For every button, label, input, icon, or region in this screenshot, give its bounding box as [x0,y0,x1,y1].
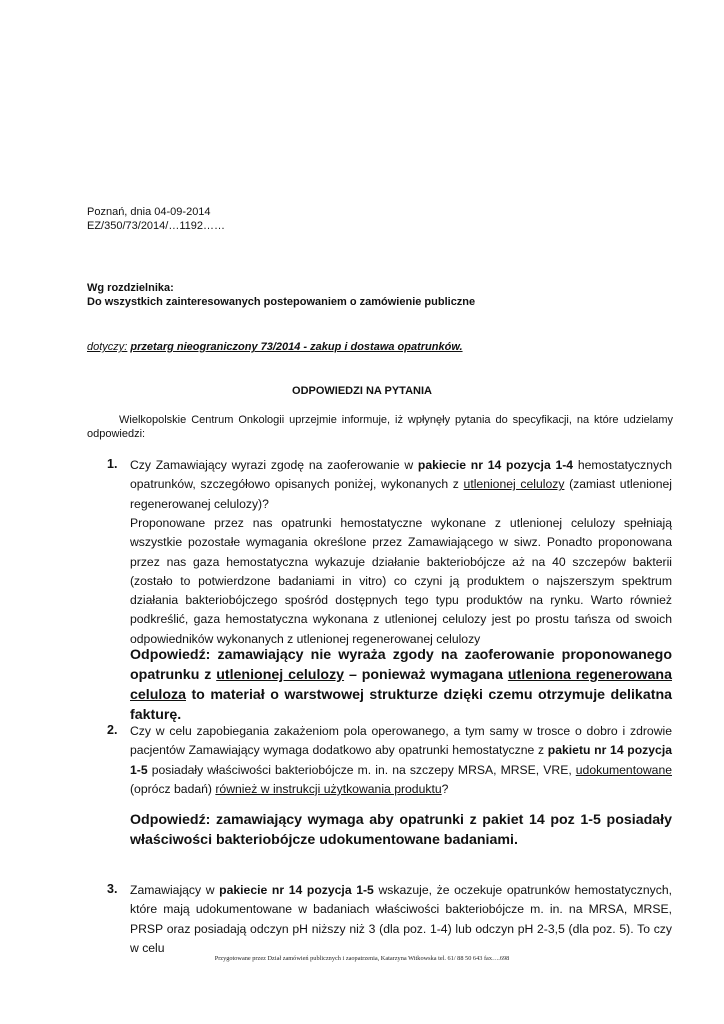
item-1-answer-text-3: to materiał o warstwowej strukturze dzięki czemu otrzymuje delikatna fakturę. [130,687,672,723]
item-2-instructions-ref: również w instrukcji użytkowania produktu [215,781,442,796]
item-2-package-ref: pakietu nr 14 pozycja 1-5 [130,743,672,777]
item-2-number: 2. [107,723,118,737]
item-2-question [130,722,672,799]
item-1-answer-required-material: utleniona regenerowana celuloza [130,667,672,703]
item-1-question-text-2: hemostatycznych opatrunków, szczegółowo opisanych poniżej, wykonanych z [130,458,672,492]
item-3-question [130,881,672,958]
item-1-question-text: Czy Zamawiający wyrazi zgodę na zaoferowanie w [130,458,418,472]
item-3-number: 3. [107,882,118,896]
page-title: ODPOWIEDZI NA PYTANIA [292,385,432,397]
page-footer: Przygotowane przez Dział zamówień publicznych i zaopatrzenia, Katarzyna Witkowska tel. 61/ 88 50 643 fax….698 [214,955,510,962]
header-block [87,205,225,233]
item-1-answer-text-2: – ponieważ wymagana [344,667,508,683]
item-1-question-details: Proponowane przez nas opatrunki hemostatyczne wykonane z utlenionej celulozy spełniają wszystkie pozostałe wymagania określone przez Zamawiającego w siwz. Ponadto proponowana przez nas gaza hemostatyczna wykazuje działanie bakteriobójcze aż na 40 szczepów bakterii (zostało to potwierdzone badaniami in vitro) co czyni ją produktem o najszerszym spektrum działania bakteriobójczego spośród dostępnych tego typu produktów na rynku. Warto również podkreślić, gaza hemostatyczna wykonana z utlenionej celulozy jest po prostu tańsza od swoich odpowiedników wykonanych z utlenionej regenerowanej celulozy [130,516,672,646]
item-1-question-text-3: (zamiast utlenionej regenerowanej celulozy)? [130,477,672,511]
item-2-answer: Odpowiedź: zamawiający wymaga aby opatrunki z pakiet 14 poz 1-5 posiadały właściwości bakteriobójcze udokumentowane badaniami. [130,812,672,848]
subject-text: przetarg nieograniczony 73/2014 - zakup i dostawa opatrunków. [130,341,463,353]
item-1-answer-material: utlenionej celulozy [216,667,345,683]
item-3-question-text: Zamawiający w [130,883,220,897]
item-1-question [130,456,672,514]
item-1-answer-text: Odpowiedź: zamawiający nie wyraża zgody na zaoferowanie proponowanego opatrunku z [130,647,672,683]
subject-prefix: dotyczy: [87,341,128,353]
item-3-package-ref: pakiecie nr 14 pozycja 1-5 [219,883,374,897]
item-2-question-text-3: (oprócz badań) [130,781,216,796]
item-2-documented: udokumentowane [575,762,672,777]
subject-line [87,340,463,354]
item-3-question-text-2: wskazuje, że oczekuje opatrunków hemostatycznych, które mają udokumentowane w badaniach właściwości bakteriobójcze m. in. na MRSA, MRSE, PRSP oraz posiadają odczyn pH niższy niż 3 (dla poz. 1-4) lub odczyn pH 2-3,5 (dla poz. 5). To czy w celu [130,883,673,955]
addressee-block [87,281,475,309]
item-2-question-mark: ? [441,781,449,796]
intro-paragraph: Wielkopolskie Centrum Onkologii uprzejmie informuje, iż wpłynęły pytania do specyfikacji, na które udzielamy odpowiedzi: [87,414,673,440]
item-2-question-text: Czy w celu zapobiegania zakażeniom pola operowanego, a tym samy w trosce o dobro i zdrowie pacjentów Zamawiający wymaga dodatkowo aby opatrunki hemostatyczne z [130,724,672,758]
item-2-question-text-2: posiadały właściwości bakteriobójcze m. in. na szczepy MRSA, MRSE, VRE, [147,762,576,777]
item-1-number: 1. [107,457,118,471]
addressee-label: Wg rozdzielnika: [87,282,174,294]
reference-number: EZ/350/73/2014/…1192…… [87,220,225,232]
item-1-answer [130,645,672,725]
item-1-package-ref: pakiecie nr 14 pozycja 1-4 [417,458,574,472]
item-1-material: utlenionej celulozy [463,477,565,492]
date-line: Poznań, dnia 04-09-2014 [87,206,211,218]
addressee-line: Do wszystkich zainteresowanych postepowaniem o zamówienie publiczne [87,296,476,308]
